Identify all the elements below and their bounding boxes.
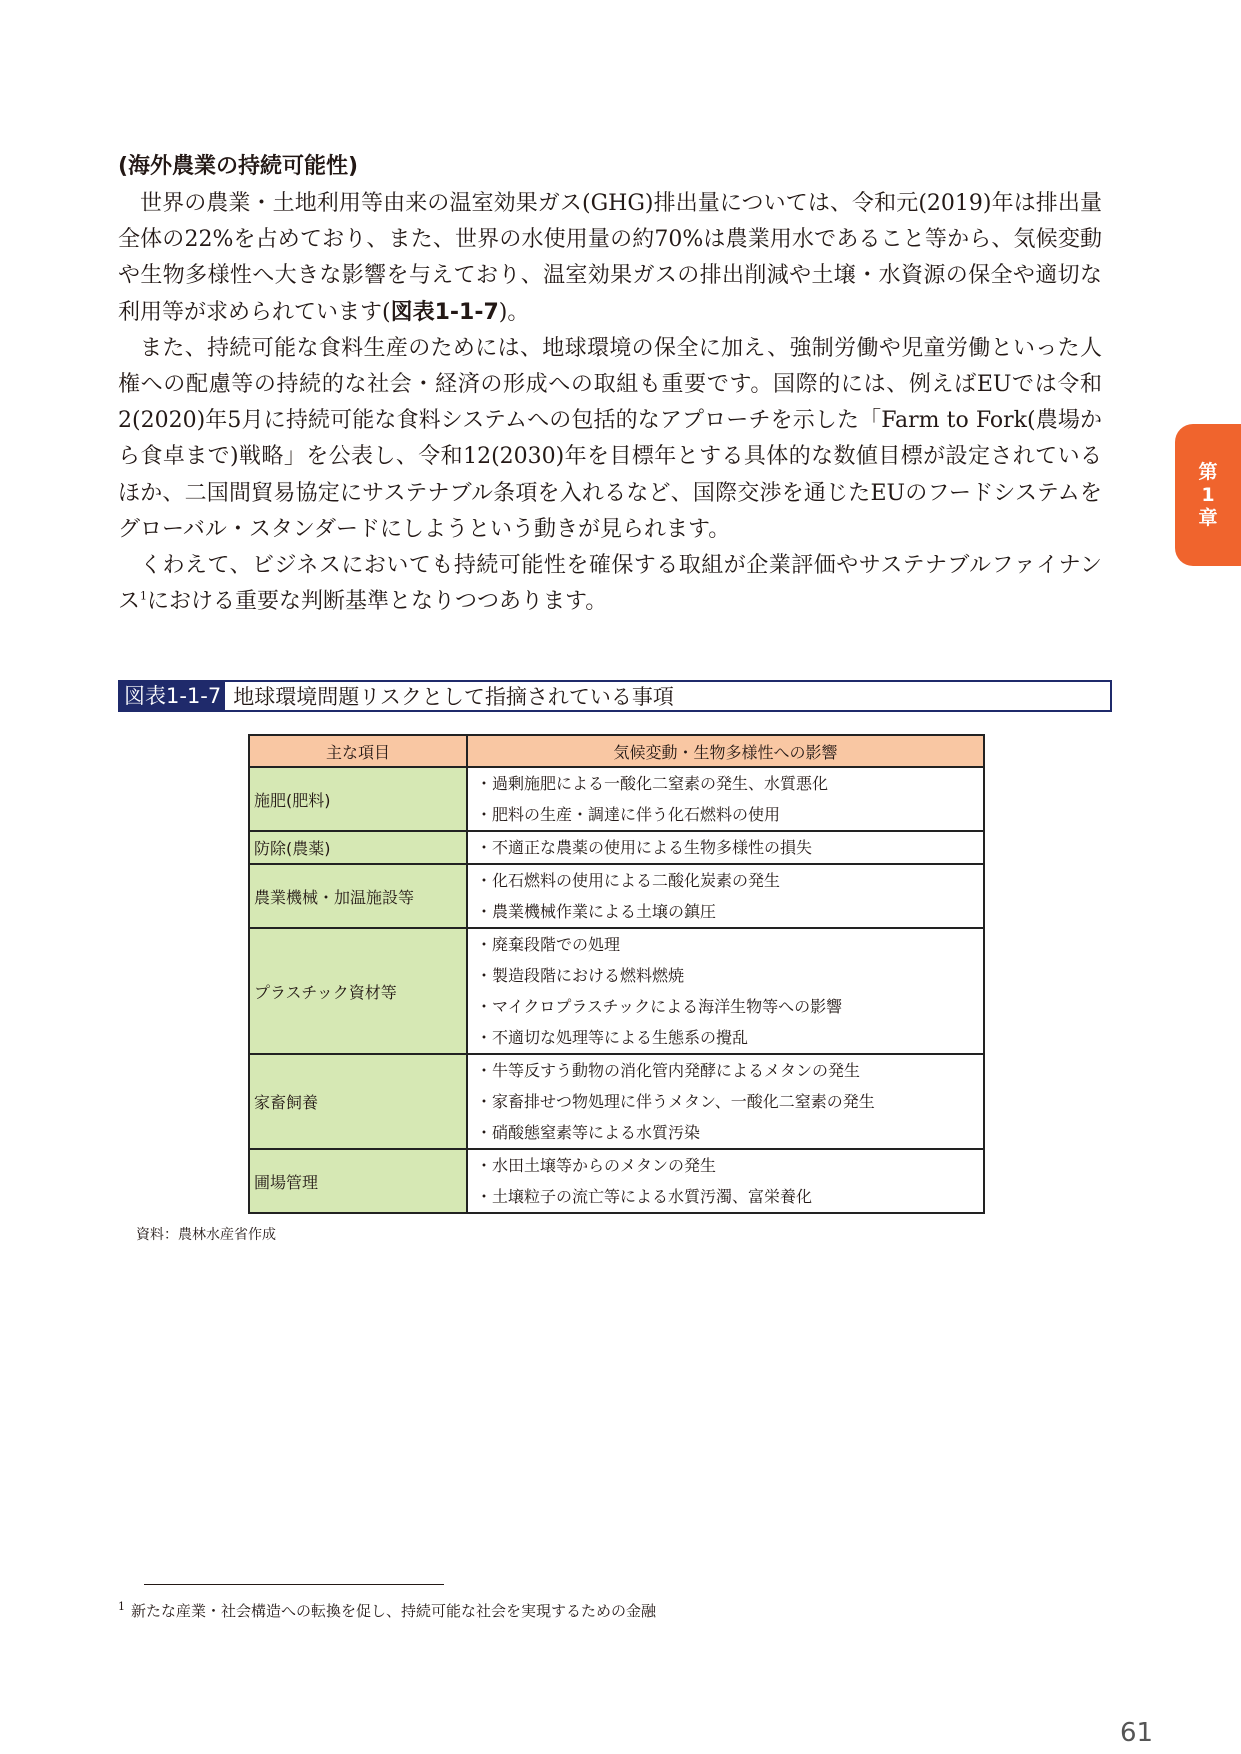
row-effects [467, 928, 984, 1054]
effect-item: ・硝酸態窒素等による水質汚染 [476, 1123, 701, 1142]
effect-item: ・農業機械作業による土壌の鎮圧 [476, 902, 717, 921]
effect-item: ・水田土壌等からのメタンの発生 [476, 1156, 717, 1175]
footnote [118, 1600, 656, 1621]
figure-reference[interactable]: 図表1-1-7 [390, 299, 499, 325]
row-effects [467, 1149, 984, 1213]
footnote-number: 1 [118, 1600, 125, 1613]
row-item: 圃場管理 [249, 1149, 467, 1213]
figure-title-bar [118, 680, 1112, 712]
effect-item: ・不適正な農薬の使用による生物多様性の損失 [476, 838, 813, 857]
effect-item: ・廃棄段階での処理 [476, 935, 621, 954]
row-item: 防除(農薬) [249, 831, 467, 864]
chapter-tab: 第 1 章 [1175, 424, 1241, 566]
table-row [249, 864, 984, 928]
figure-label: 図表1-1-7 [120, 682, 225, 710]
paragraph-1: 世界の農業・土地利用等由来の温室効果ガス(GHG)排出量については、令和元(2019)年は排出量全体の22%を占めており、また、世界の水使用量の約70%は農業用水であること等から、気候変動や生物多様性へ大きな影響を与えており、温室効果ガスの排出削減や土壌・水資源の保全や適切な利用等が求められています(図表1-1-7)。 [118, 191, 1102, 325]
table-row [249, 767, 984, 831]
header-effect: 気候変動・生物多様性への影響 [467, 735, 984, 767]
footnote-reference[interactable]: 1 [140, 589, 148, 603]
row-item: 施肥(肥料) [249, 767, 467, 831]
effect-item: ・過剰施肥による一酸化二窒素の発生、水質悪化 [476, 774, 829, 793]
row-item: 農業機械・加温施設等 [249, 864, 467, 928]
table-row [249, 1149, 984, 1213]
figure-source: 資料：農林水産省作成 [136, 1227, 276, 1243]
effect-item: ・家畜排せつ物処理に伴うメタン、一酸化二窒素の発生 [476, 1092, 875, 1111]
effect-item: ・製造段階における燃料燃焼 [476, 966, 685, 985]
paragraph-2: また、持続可能な食料生産のためには、地球環境の保全に加え、強制労働や児童労働といった人権への配慮等の持続的な社会・経済の形成への取組も重要です。国際的には、例えばEUでは令和2(2020)年5月に持続可能な食料システムへの包括的なアプローチを示した「Farm to Fork(農場から食卓まで)戦略」を公表し、令和12(2030)年を目標年とする具体的な数値目標が設定されているほか、二国間貿易協定にサステナブル条項を入れるなど、国際交渉を通じたEUのフードシステムをグローバル・スタンダードにしようという動きが見られます。 [118, 335, 1103, 542]
effect-item: ・肥料の生産・調達に伴う化石燃料の使用 [476, 805, 781, 824]
table-row [249, 831, 984, 864]
row-effects [467, 864, 984, 928]
effect-item: ・マイクロプラスチックによる海洋生物等への影響 [476, 997, 843, 1016]
figure-title: 地球環境問題リスクとして指摘されている事項 [233, 685, 674, 709]
header-item: 主な項目 [249, 735, 467, 767]
row-item: プラスチック資材等 [249, 928, 467, 1054]
paragraph-3: くわえて、ビジネスにおいても持続可能性を確保する取組が企業評価やサステナブルファイナンス$^1$における重要な判断基準となりつつあります。 [118, 553, 1102, 615]
table-header-row [249, 735, 984, 767]
row-effects [467, 1054, 984, 1149]
row-effects [467, 831, 984, 864]
risk-table-body [249, 767, 984, 1213]
row-item: 家畜飼養 [249, 1054, 467, 1149]
effect-item: ・土壌粒子の流亡等による水質汚濁、富栄養化 [476, 1187, 813, 1206]
effect-item: ・化石燃料の使用による二酸化炭素の発生 [476, 871, 781, 890]
row-effects [467, 767, 984, 831]
footnote-rule [144, 1584, 444, 1585]
effect-item: ・牛等反すう動物の消化管内発酵によるメタンの発生 [476, 1061, 861, 1080]
effect-item: ・不適切な処理等による生態系の攪乱 [476, 1028, 749, 1047]
risk-table [248, 734, 985, 1214]
footnote-text: 新たな産業・社会構造への転換を促し、持続可能な社会を実現するための金融 [131, 1602, 657, 1620]
table-row [249, 1054, 984, 1149]
section-heading: (海外農業の持続可能性) [118, 154, 359, 179]
body-text [118, 186, 1102, 620]
table-row [249, 928, 984, 1054]
page-number: 61 [1120, 1718, 1154, 1748]
